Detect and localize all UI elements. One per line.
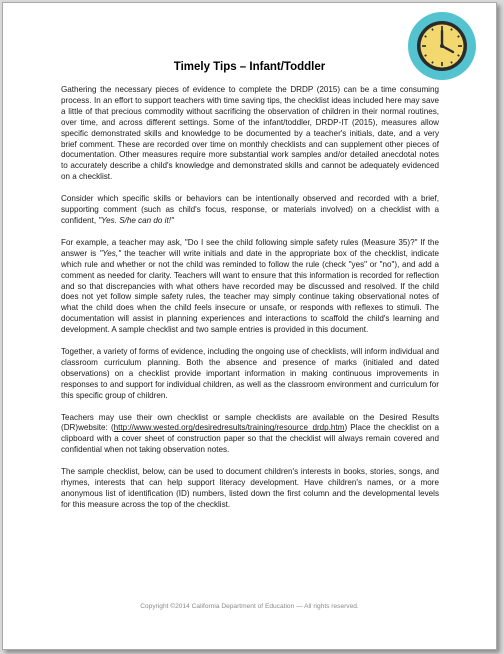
paragraph-example <box>61 238 439 336</box>
paragraph-consider <box>61 194 439 227</box>
document-body <box>61 85 439 522</box>
paragraph-intro: Gathering the necessary pieces of evidence to complete the DRDP (2015) can be a time consuming process. In an effort to support teachers with time saving tips, the checklist ideas included here may save a little of that precious commodity without sacrificing the observation of children in their normal routines, over time, and across different settings. Some of the infant/toddler, DRDP-IT (2015), measures allow specific demonstrated skills and knowledge to be documented by a teacher's initials, date, and a very brief comment. These are recorded over time on monthly checklists and can supplement other pieces of documentation. Other measures require more substantial work samples and/or detailed anecdotal notes to accurately describe a child's knowledge and demonstrated skills and cannot be adequately evidenced on a checklist. <box>61 85 439 182</box>
paragraph-together: Together, a variety of forms of evidence, including the ongoing use of checklists, will inform individual and classroom curriculum planning. Both the absence and presence of marks (initialed and dated observations) on a checklist provide important information in making continuous improvements in responses to and support for individual children, as well as the classroom environment and curriculum for this specific group of children. <box>61 347 439 400</box>
paragraph-example-text-a: For example, a teacher may ask, "Do I see the child following simple safety rules (Measure 35)?" If the answer is <box>61 237 439 258</box>
paragraph-example-yes: "Yes," <box>99 248 121 258</box>
paragraph-checklists-text-a: Teachers may use their own checklist or sample checklists are available on the Desired Results (DR)website: ( <box>61 412 439 433</box>
paragraph-example-text-b: the teacher will write initials and date in the appropriate box of the checklist, indicate which rule and whether or not the child was reminded to follow the rule (check "yes" or "no"), and add a comment as needed for clarity. Teachers will want to ensure that this information is recorded for reflection and so that discrepancies with what others have recorded may be discussed and resolved. If the child does not yet follow simple safety rules, the teacher may simply continue taking observational notes of what the child does when the child feels insecure or unsafe, or responds with reflexes to stimuli. The documentation will assist in planning experiences and interactions to scaffold the child's learning and development. A sample checklist and two sample entries is provided in this document. <box>61 248 439 335</box>
document-title: Timely Tips – Infant/Toddler <box>173 61 326 73</box>
paragraph-consider-quote: "Yes. S/he can do it!" <box>98 215 174 225</box>
copyright-footer: Copyright ©2014 California Department of Education — All rights reserved. <box>140 603 359 610</box>
paragraph-checklists-text-b: ) Place the checklist on a clipboard with a cover sheet of construction paper so that the checklist will always remain covered and confidential when not taking observation notes. <box>61 423 439 455</box>
desired-results-link[interactable]: http://www.wested.org/desiredresults/training/resource_drdp.htm <box>113 423 345 433</box>
paragraph-consider-text: Consider which specific skills or behaviors can be intentionally observed and recorded with a brief, supporting comment (such as child's focus, response, or materials involved) on a checklist with a confident, <box>61 194 439 225</box>
document-page <box>2 2 497 650</box>
paragraph-sample: The sample checklist, below, can be used to document children's interests in books, stories, songs, and rhymes, interests that can help support literacy development. Have children's names, or a more anonymous list of identification (ID) numbers, listed down the first column and the developmental levels for this measure across the top of the checklist. <box>61 467 439 509</box>
paragraph-checklists <box>61 413 439 457</box>
